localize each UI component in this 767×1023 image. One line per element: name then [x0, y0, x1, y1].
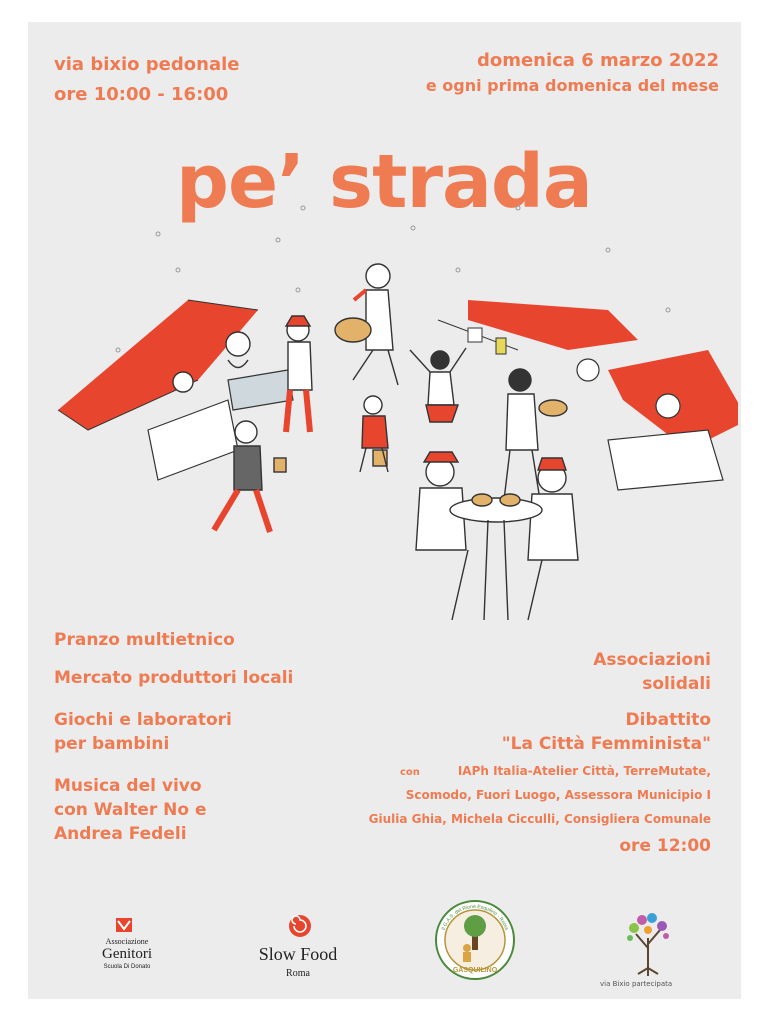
with-label: con	[400, 767, 420, 778]
genitori-mark-icon	[82, 912, 172, 976]
svg-text:Genitori: Genitori	[102, 946, 152, 962]
via-bixio-logo	[588, 898, 708, 988]
location-text: via bixio pedonale	[54, 54, 240, 75]
associations-line2: solidali	[642, 674, 711, 694]
snail-icon	[238, 910, 358, 980]
guests-line1: IAPh Italia-Atelier Città, TerreMutate,	[457, 764, 711, 778]
gasquilino-badge-icon	[433, 898, 517, 982]
red-figure	[286, 316, 312, 432]
seated-couple	[416, 452, 578, 620]
activity-lunch: Pranzo multietnico	[54, 630, 235, 650]
child-with-bag	[360, 396, 388, 472]
debate-line1: Dibattito	[625, 710, 711, 730]
activity-market: Mercato produttori locali	[54, 668, 294, 688]
debate-time: ore 12:00	[619, 836, 711, 856]
guests-line3: Giulia Ghia, Michela Cicculli, Consigliera Comunale	[368, 812, 711, 826]
svg-text:Scuola Di Donato: Scuola Di Donato	[103, 964, 151, 970]
svg-text:Slow Food: Slow Food	[258, 944, 338, 964]
slowfood-logo	[238, 910, 358, 980]
date-text: domenica 6 marzo 2022	[476, 50, 719, 71]
genitori-logo	[82, 912, 172, 976]
activity-games-line2: per bambini	[54, 734, 170, 754]
activity-games-line1: Giochi e laboratori	[54, 710, 232, 730]
svg-text:Il G.A.S. del Rione Esquilino: Il G.A.S. del Rione Esquilino - Roma	[440, 903, 510, 932]
guitarist	[335, 264, 398, 385]
activity-music-line1: Musica del vivo	[54, 776, 202, 796]
activity-music-line3: Andrea Fedeli	[54, 824, 187, 844]
via-bixio-caption: via Bixio partecipata	[600, 980, 673, 988]
svg-text:GASQUILINO: GASQUILINO	[452, 967, 498, 974]
debate-title: "La Città Femminista"	[501, 734, 711, 754]
gasquilino-logo	[433, 898, 517, 982]
guests-line2: Scomodo, Fuori Luogo, Assessora Municipio I	[405, 788, 711, 802]
recurrence-text: e ogni prima domenica del mese	[425, 76, 719, 95]
hours-text: ore 10:00 - 16:00	[54, 84, 229, 105]
svg-text:Associazione: Associazione	[105, 937, 149, 946]
tree-icon	[588, 898, 708, 982]
street-market-illustration	[48, 200, 738, 640]
svg-text:Roma: Roma	[286, 968, 310, 979]
dancer	[410, 348, 466, 422]
activity-music-line2: con Walter No e	[54, 800, 207, 820]
associations-line1: Associazioni	[593, 650, 711, 670]
event-title: pe’ strada	[176, 139, 592, 225]
